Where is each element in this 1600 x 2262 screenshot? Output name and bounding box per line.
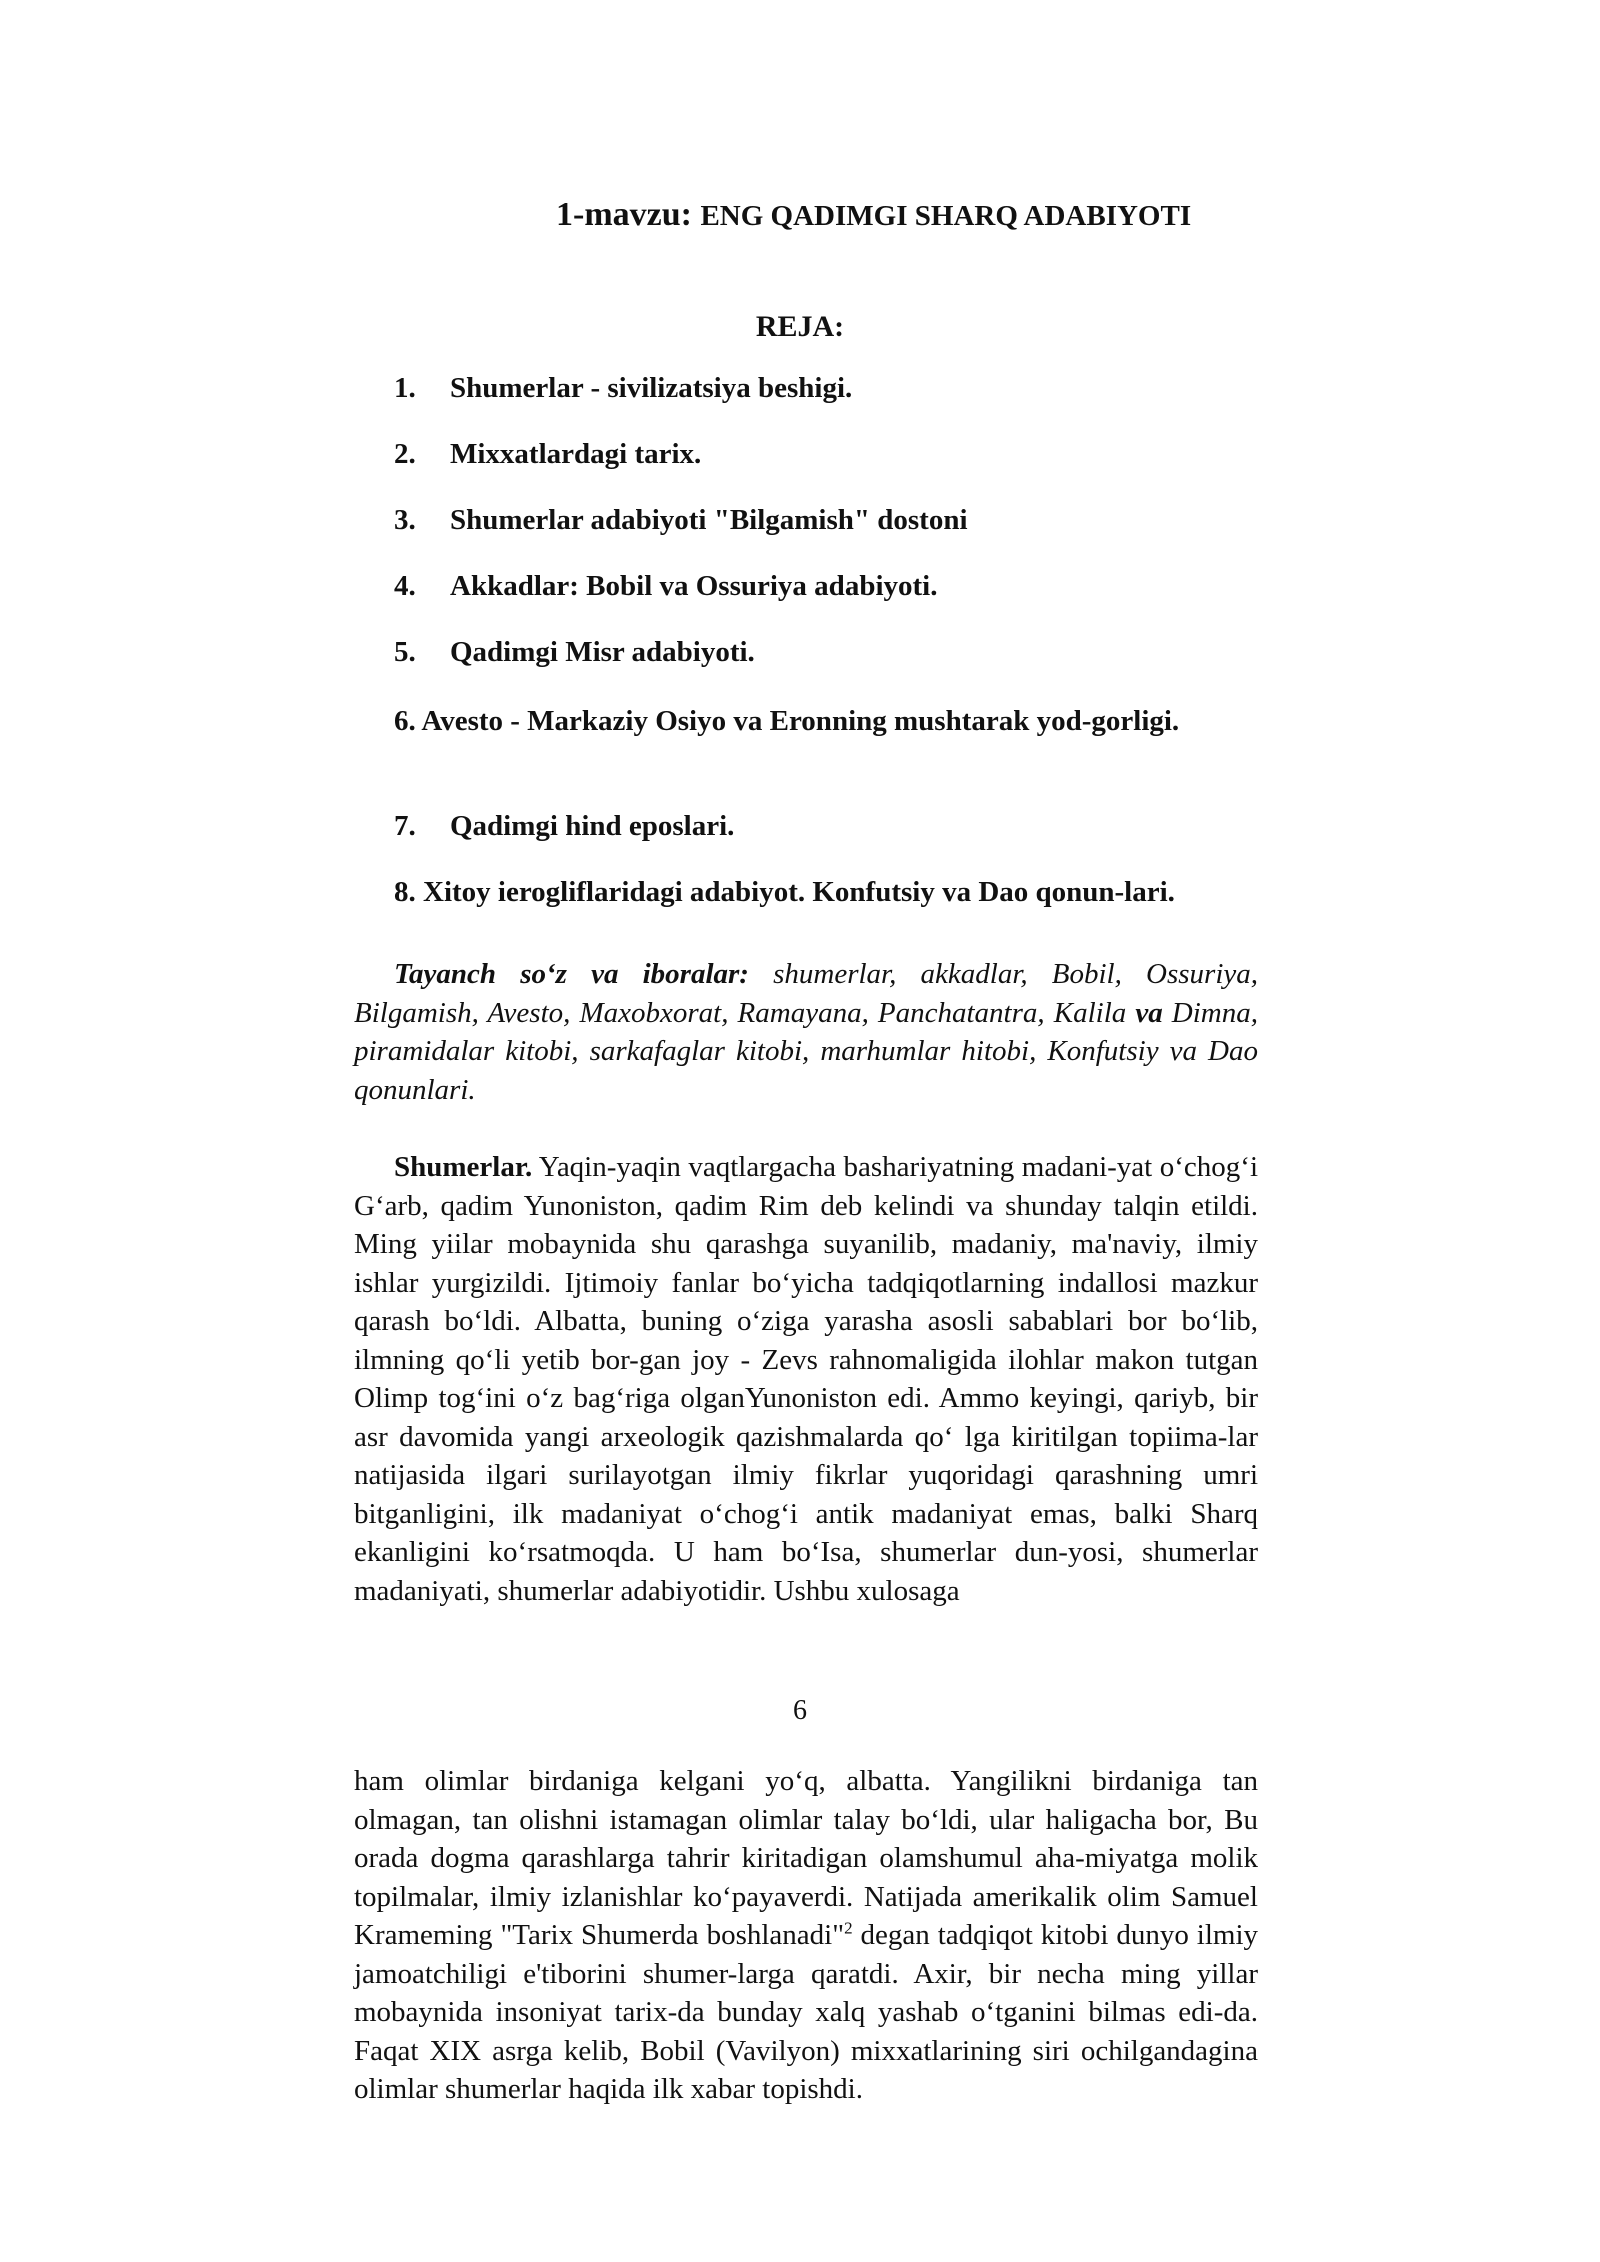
plan-item — [394, 636, 755, 669]
footnote-marker: 2 — [844, 1918, 853, 1938]
page-number: 6 — [793, 1695, 807, 1726]
body-paragraph — [354, 1762, 1258, 2109]
topic-heading — [556, 196, 1191, 234]
paragraph-text: ham olimlar birdaniga kelgani yo‘q, albatta. Yangilikni birdaniga tan olmagan, tan olishni istamagan olimlar talay bo‘ldi, ular haligacha bor, Bu orada dogma qarashlarga tahrir kiritadigan olamshumul aha-miyatga molik topilmalar, ilmiy izlanishlar ko‘payaverdi. Natijada amerikalik olim Samuel Krameming "Tarix Shumerda boshlanadi" — [354, 1765, 1258, 1951]
plan-item — [394, 810, 734, 843]
body-paragraph — [354, 1148, 1258, 1610]
plan-item — [394, 504, 968, 537]
plan-item-text: Qadimgi hind eposlari. — [450, 810, 735, 842]
plan-item-text: Mixxatlardagi tarix. — [450, 438, 702, 470]
plan-item-number: 3. — [394, 504, 416, 536]
plan-item — [394, 372, 852, 405]
paragraph-text-end: degan tadqiqot kitobi dunyo ilmiy jamoatchiligi e'tiborini shumer-larga qaratdi. Axir, bir necha ming yillar mobaynida insoniyat tarix-da bunday xalq yashab o‘tganini bilmas edi-da. Faqat XIX asrga kelib, Bobil (Vavilyon) mixxatlarining siri ochilgandagina olimlar shumerlar haqida ilk xabar topishdi. — [354, 1919, 1259, 2105]
topic-title: ENG QADIMGI SHARQ ADABIYOTI — [700, 200, 1192, 232]
plan-item-text: Xitoy ierogliflaridagi adabiyot. Konfutsiy va Dao qonun-lari. — [423, 876, 1175, 908]
plan-item-text: Akkadlar: Bobil va Ossuriya adabiyoti. — [450, 570, 938, 602]
paragraph-text: Yaqin-yaqin vaqtlargacha bashariyatning madani-yat o‘chog‘i G‘arb, qadim Yunoniston, qadim Rim deb kelindi va shunday talqin etildi. Ming yiilar mobaynida shu qarashga suyanilib, madaniy, ma'naviy, ilmiy ishlar yurgizildi. Ijtimoiy fanlar bo‘yicha tadqiqotlarning indallosi mazkur qarash bo‘ldi. Albatta, buning o‘ziga yarasha asosli sabablari bor bo‘lib, ilmning qo‘li yetib bor-gan joy - Zevs rahnomaligida ilohlar makon tutgan Olimp tog‘ini o‘z bag‘riga olganYunoniston edi. Ammo keyingi, qariyb, bir asr davomida yangi arxeologik qazishmalarda qo‘ lga kiritilgan topiima-lar natijasida ilgari surilayotgan ilmiy fikrlar yuqoridagi qarashning umri bitganligini, ilk madaniyat o‘chog‘i antik madaniyat emas, balki Sharq ekanligini ko‘rsatmoqda. U ham bo‘Isa, shumerlar dun-yosi, shumerlar madaniyati, shumerlar adabiyotidir. Ushbu xulosaga — [354, 1151, 1258, 1607]
plan-item-number: 4. — [394, 570, 416, 602]
keywords-text: shumerlar, akkadlar, Bobil, Ossuriya, Bilgamish, Avesto, Maxobxorat, Ramayana, Panchatantra, Kalila — [354, 958, 1258, 1029]
section-lead: Shumerlar. — [394, 1151, 533, 1183]
keywords-paragraph — [354, 955, 1258, 1109]
plan-item-number: 5. — [394, 636, 416, 668]
keywords-text-end: Dimna, piramidalar kitobi, sarkafaglar kitobi, marhumlar hitobi, Konfutsiy va Dao qonunlari. — [354, 996, 1258, 1106]
keywords-label: Tayanch so‘z va iboralar: — [394, 958, 749, 990]
keywords-bold-word: va — [1135, 996, 1163, 1029]
plan-item-text: Avesto - Markaziy Osiyo va Eronning mushtarak yod-gorligi. — [421, 705, 1180, 737]
plan-item-text: Shumerlar - sivilizatsiya beshigi. — [450, 372, 853, 404]
plan-item-text: Qadimgi Misr adabiyoti. — [450, 636, 755, 668]
plan-item-number: 7. — [394, 810, 416, 842]
plan-item — [394, 876, 1175, 909]
plan-item-number: 2. — [394, 438, 416, 470]
plan-title: REJA: — [755, 310, 845, 343]
topic-number: 1-mavzu: — [556, 196, 692, 233]
plan-item-number: 8. — [394, 876, 416, 908]
plan-item-text: Shumerlar adabiyoti "Bilgamish" dostoni — [450, 504, 968, 536]
plan-item-number: 6. — [394, 705, 416, 737]
plan-item — [394, 570, 937, 603]
plan-item-number: 1. — [394, 372, 416, 404]
plan-item — [394, 438, 701, 471]
plan-item — [354, 702, 1258, 741]
